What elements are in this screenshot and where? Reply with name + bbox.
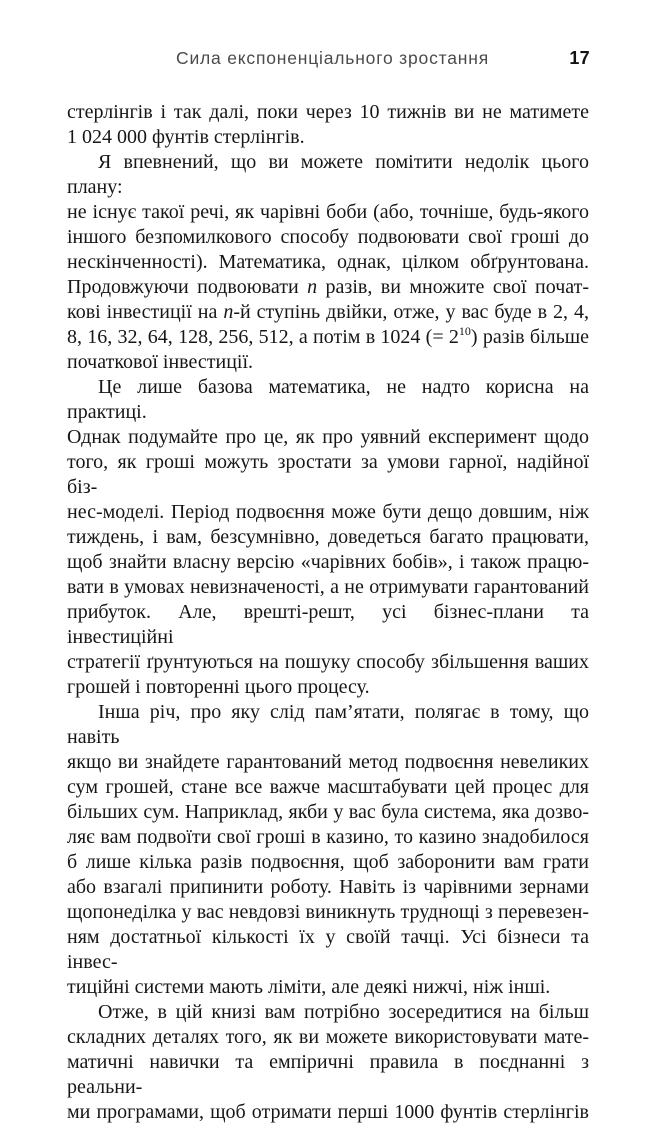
text-line: Я впевнений, що ви можете помітити недолік цього плану: — [67, 151, 589, 198]
text-line: вати в умовах невизначеності, а не отримувати гарантований — [67, 576, 589, 598]
text-line: тиційні системи мають ліміти, але деякі нижчі, ніж інші. — [67, 976, 551, 998]
text-line: Однак подумайте про це, як про уявний експеримент щодо — [67, 426, 589, 448]
text-line: того, як гроші можуть зростати за умови гарної, надійної біз- — [67, 451, 589, 498]
text-line: стерлінгів і так далі, поки через 10 тижнів ви не матимете — [67, 101, 589, 123]
text-line: або взагалі припинити роботу. Навіть із чарівними зернами — [67, 876, 589, 898]
paragraph — [67, 150, 589, 375]
text-line: щопонеділка у вас невдовзі виникнуть труднощі з перевезен- — [67, 901, 589, 923]
running-title: Сила експоненціального зростання — [176, 48, 489, 68]
text-line: грошей і повторенні цього процесу. — [67, 676, 370, 698]
paragraph — [67, 100, 589, 150]
text-line: ляє вам подвоїти свої гроші в казино, то казино знадобилося — [67, 826, 589, 848]
text-line: більших сум. Наприклад, якби у вас була система, яка дозво- — [67, 801, 589, 823]
text-line: складних деталях того, як ви можете використовувати мате- — [67, 1026, 589, 1048]
text-line: 8, 16, 32, 64, 128, 256, 512, а потім в 1024 (= $2^{10}$) разів більше — [67, 324, 589, 348]
text-line: нес-моделі. Період подвоєння може бути дещо довшим, ніж — [67, 501, 589, 523]
text-line: ням достатньої кількості їх у своїй тачці. Усі бізнеси та інвес- — [67, 926, 589, 973]
paragraph — [67, 700, 589, 1000]
text-line: 1 024 000 фунтів стерлінгів. — [67, 126, 305, 148]
paragraph — [67, 1000, 589, 1125]
text-line: прибуток. Але, врешті-решт, усі бізнес-плани та інвестиційні — [67, 601, 589, 648]
text-line: стратегії ґрунтуються на пошуку способу збільшення ваших — [67, 651, 589, 673]
text-line: б лише кілька разів подвоєння, щоб заборонити вам грати — [67, 851, 589, 873]
text-block — [67, 100, 589, 1125]
text-line: початкової інвестиції. — [67, 351, 254, 373]
text-line: тиждень, і вам, безсумнівно, доведеться багато працювати, — [67, 526, 589, 548]
text-line: матичні навички та емпіричні правила в поєднанні з реальни- — [67, 1051, 589, 1098]
running-head — [0, 46, 665, 70]
text-line: Це лише базова математика, не надто корисна на практиці. — [67, 376, 589, 423]
text-line: нескінченності). Математика, однак, цілком обґрунтована. — [67, 251, 589, 273]
text-line: Отже, в цій книзі вам потрібно зосередитися на більш — [98, 1001, 589, 1023]
text-line: іншого безпомилкового способу подвоювати свої гроші до — [67, 226, 589, 248]
text-line: кові інвестиції на n-й ступінь двійки, отже, у вас буде в 2, 4, — [67, 301, 589, 323]
text-line: ми програмами, щоб отримати перші 1000 фунтів стерлінгів — [67, 1101, 589, 1123]
text-line: сум грошей, стане все важче масштабувати цей процес для — [67, 776, 589, 798]
paragraph — [67, 375, 589, 700]
page-number: 17 — [569, 48, 590, 68]
text-line: не існує такої речі, як чарівні боби (або, точніше, будь-якого — [67, 201, 589, 223]
text-line: щоб знайти власну версію «чарівних бобів», і також працю- — [67, 551, 589, 573]
text-line: Продовжуючи подвоювати n разів, ви множите свої почат- — [67, 276, 590, 298]
text-line: якщо ви знайдете гарантований метод подвоєння невеликих — [67, 751, 589, 773]
text-line: Інша річ, про яку слід пам’ятати, полягає в тому, що навіть — [67, 701, 589, 748]
